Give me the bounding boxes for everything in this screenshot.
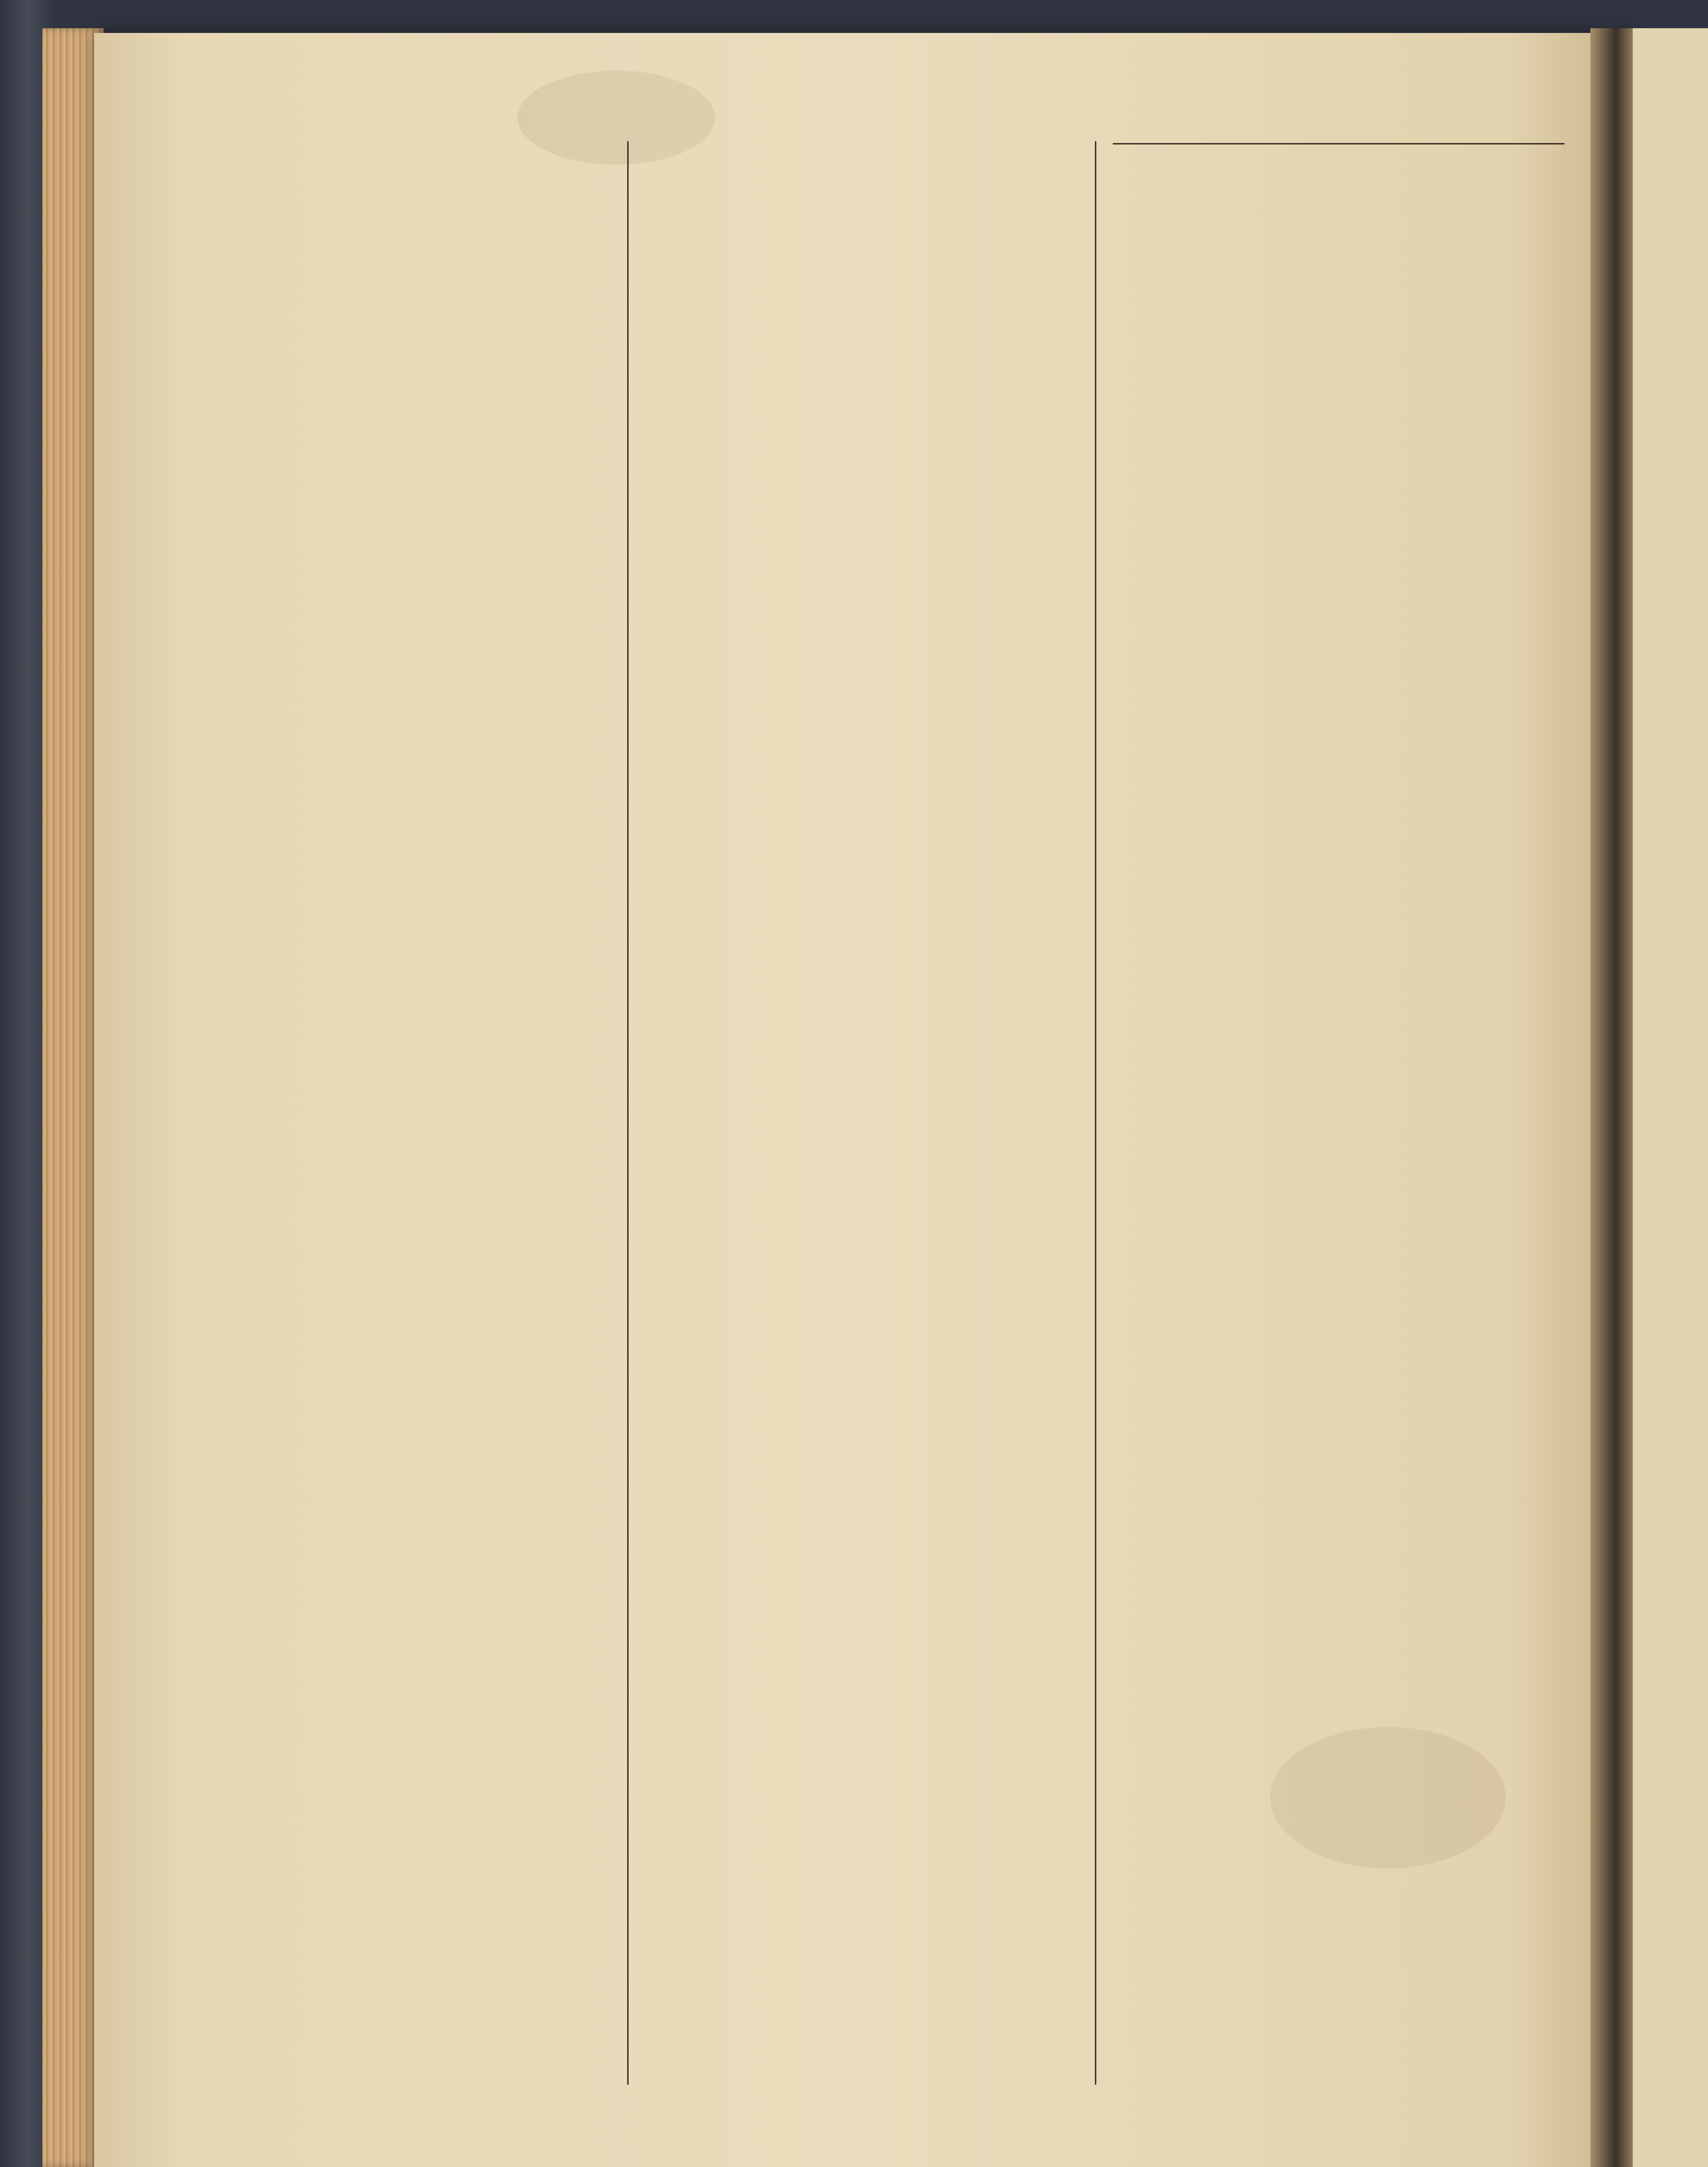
column-1 <box>188 141 626 2099</box>
binding-gutter <box>1590 28 1633 2167</box>
section-rule <box>1113 143 1564 144</box>
column-rule <box>627 141 629 2085</box>
column-rule <box>1095 141 1096 2085</box>
adjacent-page-fragment <box>1633 28 1708 2167</box>
column-3 <box>1099 141 1579 2099</box>
column-2 <box>631 141 1092 2099</box>
